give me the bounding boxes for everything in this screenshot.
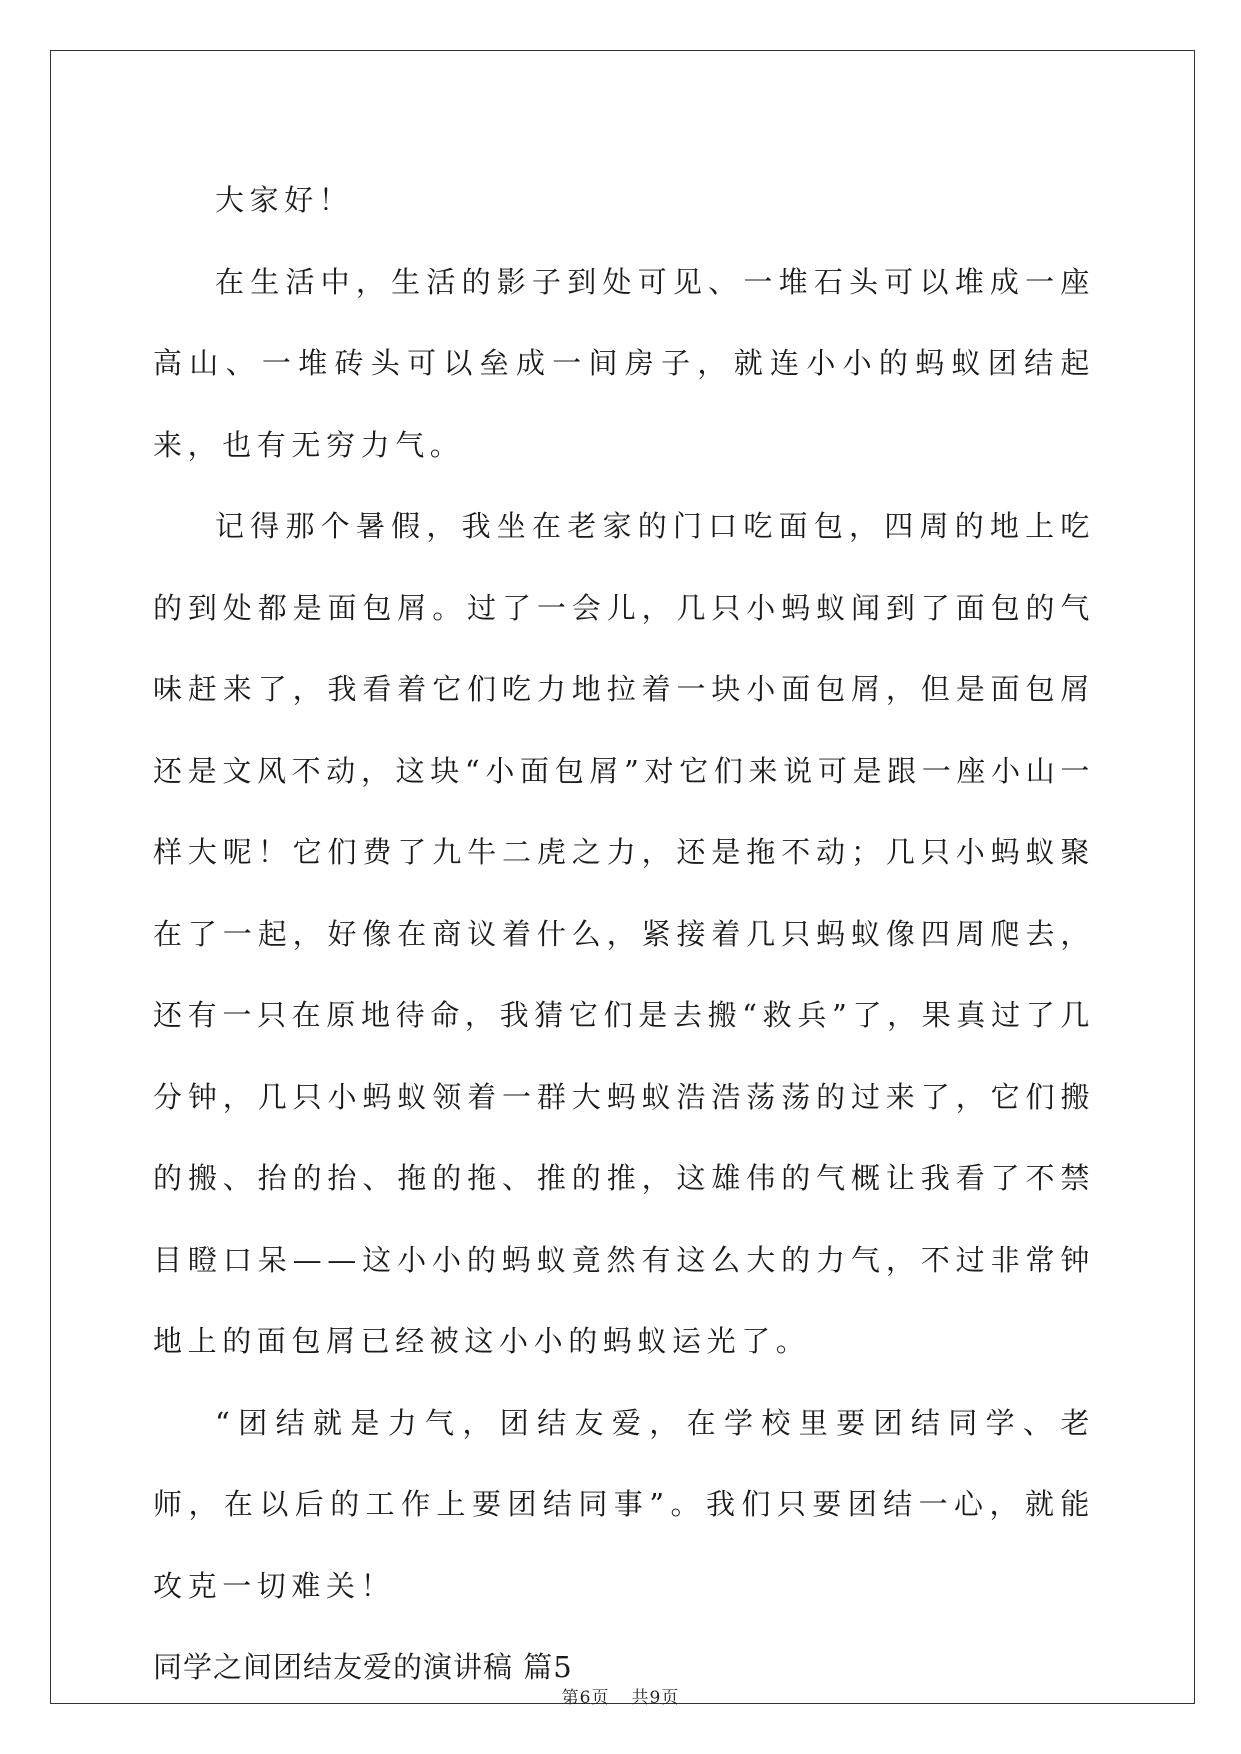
page-total: 共9页 (631, 1688, 680, 1708)
paragraph-2: 记得那个暑假，我坐在老家的门口吃面包，四周的地上吃的到处都是面包屑。过了一会儿，几只小蚂蚁闻到了面包的气味赶来了，我看着它们吃力地拉着一块小面包屑，但是面包屑还是文风不动，这块“小面包屑”对它们来说可是跟一座小山一样大呢！它们费了九牛二虎之力，还是拖不动；几只小蚂蚁聚在了一起，好像在商议着什么，紧接着几只蚂蚁像四周爬去，还有一只在原地待命，我猜它们是去搬“救兵”了，果真过了几分钟，几只小蚂蚁领着一群大蚂蚁浩浩荡荡的过来了，它们搬的搬、抬的抬、拖的拖、推的推，这雄伟的气概让我看了不禁目瞪口呆——这小小的蚂蚁竟然有这么大的力气，不过非常钟地上的面包屑已经被这小小的蚂蚁运光了。 (153, 509, 1095, 1358)
document-body (153, 160, 1095, 1709)
paragraph-3: “团结就是力气，团结友爱，在学校里要团结同学、老师，在以后的工作上要团结同事”。我们只要团结一心，就能攻克一切难关！ (153, 1405, 1095, 1603)
page-footer (0, 1683, 1241, 1708)
paragraph-1: 在生活中，生活的影子到处可见、一堆石头可以堆成一座高山、一堆砖头可以垒成一间房子，就连小小的蚂蚁团结起来，也有无穷力气。 (153, 264, 1095, 462)
page-number: 第6页 (561, 1688, 610, 1708)
section-heading: 同学之间团结友爱的演讲稿 篇5 (153, 1650, 573, 1684)
greeting: 大家好！ (215, 183, 354, 217)
